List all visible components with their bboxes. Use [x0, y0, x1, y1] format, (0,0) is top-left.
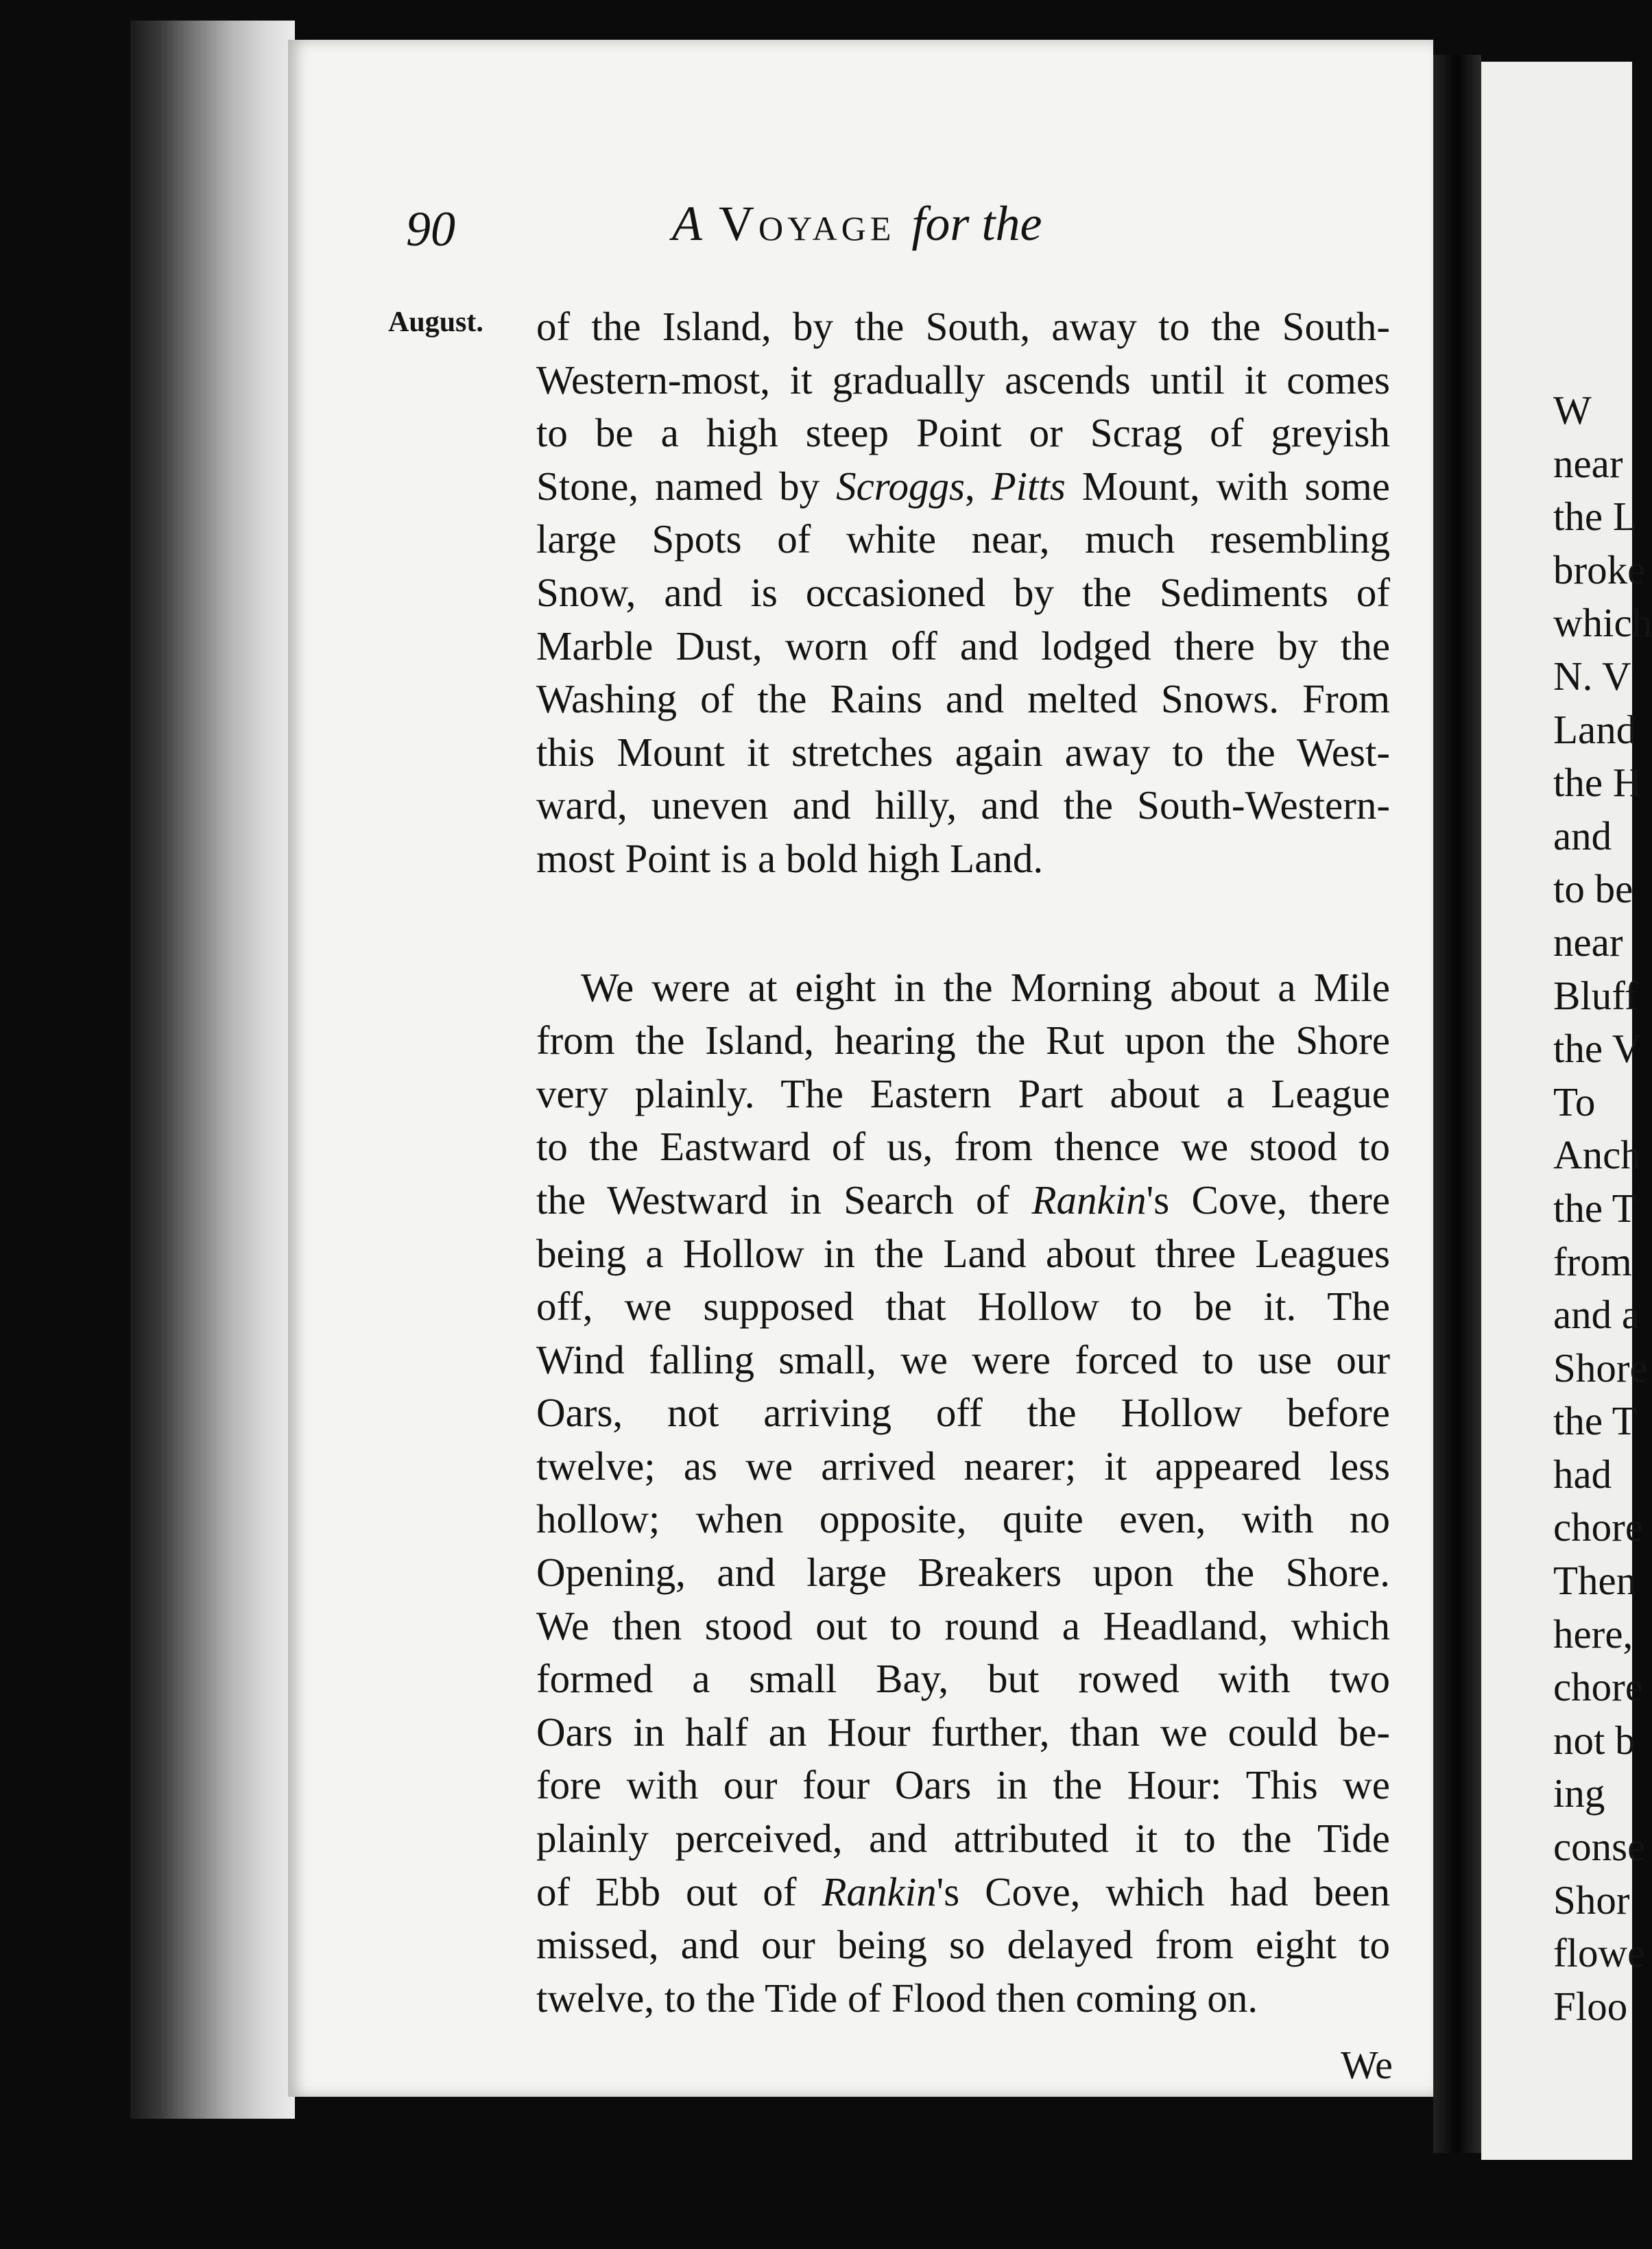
place-name-pitts: Pitts — [991, 463, 1066, 509]
right-page-line-fragment: had — [1553, 1451, 1612, 1497]
text-line — [536, 460, 1390, 514]
right-page-line-fragment: chore — [1553, 1664, 1644, 1710]
text-line: Oars in half an Hour further, than we could be- — [536, 1709, 1390, 1755]
right-page-line-fragment: N. V — [1553, 653, 1631, 699]
person-name-rankin: Rankin — [1031, 1177, 1147, 1223]
page-number: 90 — [406, 202, 455, 256]
text-line: being a Hollow in the Land about three Leagues — [536, 1230, 1390, 1276]
right-page-line-fragment: Bluff — [1553, 972, 1638, 1018]
right-page-line-fragment: which — [1553, 600, 1652, 646]
text-line — [536, 1174, 1390, 1227]
right-page-line-fragment: To — [1553, 1079, 1596, 1124]
right-page-line-fragment: the L — [1553, 494, 1638, 540]
left-page — [288, 40, 1433, 2097]
right-page-line-fragment: the V — [1553, 1026, 1642, 1072]
right-page-edge — [1481, 62, 1652, 2160]
page-gutter — [1433, 55, 1481, 2153]
right-page-line-fragment: the H — [1553, 760, 1642, 806]
text-line: Washing of the Rains and melted Snows. From — [536, 676, 1390, 722]
text-line: to the Eastward of us, from thence we stood to — [536, 1124, 1390, 1170]
right-page-line-fragment: the T — [1553, 1398, 1637, 1444]
right-page-line-fragment: Shor — [1553, 1877, 1630, 1923]
right-page-line-fragment: and a — [1553, 1292, 1640, 1338]
right-page-line-fragment: here, — [1553, 1611, 1633, 1657]
body-text — [536, 300, 1390, 2025]
text-line: Snow, and is occasioned by the Sediments of — [536, 569, 1390, 615]
margin-note-date: August. — [388, 306, 483, 338]
text-line: Oars, not arriving off the Hollow before — [536, 1390, 1390, 1436]
right-page-line-fragment: ing — [1553, 1770, 1605, 1816]
right-page-line-fragment: near — [1553, 919, 1623, 965]
text-line: We were at eight in the Morning about a Mile — [581, 964, 1390, 1010]
right-page-line-fragment: flowe — [1553, 1930, 1646, 1976]
text-line: most Point is a bold high Land. — [536, 835, 1044, 881]
text-line: twelve, to the Tide of Flood then coming on. — [536, 1975, 1258, 2021]
text-line: Wind falling small, we were forced to use our — [536, 1336, 1390, 1382]
text-line: Marble Dust, worn off and lodged there by the — [536, 623, 1390, 669]
right-page-line-fragment: to be — [1553, 866, 1633, 912]
text-line: Opening, and large Breakers upon the Shore. — [536, 1550, 1390, 1596]
text-line: to be a high steep Point or Scrag of greyish — [536, 410, 1390, 456]
person-name-scroggs: Scroggs — [836, 463, 965, 509]
right-page-line-fragment: W — [1553, 387, 1592, 433]
right-page-line-fragment: conse — [1553, 1824, 1646, 1870]
book-spine-edge — [130, 21, 295, 2119]
running-title-a: A — [672, 196, 702, 251]
text-line: ward, uneven and hilly, and the South-Western- — [536, 782, 1390, 828]
right-page-line-fragment: the T — [1553, 1185, 1637, 1231]
text-run: 's Cove, which had been — [936, 1868, 1390, 1914]
running-title-voyage: Voyage — [718, 196, 896, 251]
right-page-line-fragment: Shore — [1553, 1345, 1648, 1391]
text-line: large Spots of white near, much resembling — [536, 516, 1390, 562]
text-line: from the Island, hearing the Rut upon the Shore — [536, 1018, 1390, 1063]
right-page-line-fragment: Floo — [1553, 1983, 1628, 2029]
right-page-line-fragment: broke — [1553, 546, 1646, 592]
running-title-rest: for the — [911, 196, 1042, 251]
text-line: We then stood out to round a Headland, which — [536, 1602, 1390, 1648]
catchword: We — [1341, 2043, 1393, 2087]
text-line: formed a small Bay, but rowed with two — [536, 1656, 1390, 1702]
text-line: off, we supposed that Hollow to be it. The — [536, 1284, 1390, 1330]
right-page-line-fragment: not b — [1553, 1717, 1636, 1763]
text-line: of the Island, by the South, away to the South- — [536, 304, 1390, 349]
text-line: missed, and our being so delayed from eight to — [536, 1922, 1390, 1968]
right-page-line-fragment: chore — [1553, 1504, 1644, 1550]
person-name-rankin: Rankin — [822, 1868, 937, 1914]
right-page-line-fragment: from — [1553, 1238, 1632, 1284]
running-title — [672, 195, 1042, 252]
right-page-line-fragment: Anch — [1553, 1132, 1641, 1178]
text-line: plainly perceived, and attributed it to the Tide — [536, 1816, 1390, 1862]
text-run: 's Cove, there — [1146, 1177, 1390, 1223]
text-line: twelve; as we arrived nearer; it appeared less — [536, 1443, 1390, 1489]
text-line: very plainly. The Eastern Part about a League — [536, 1070, 1390, 1116]
text-line — [536, 1866, 1390, 1919]
text-line: Western-most, it gradually ascends until it comes — [536, 357, 1390, 402]
right-page-line-fragment: and — [1553, 813, 1612, 858]
text-line: fore with our four Oars in the Hour: This we — [536, 1762, 1390, 1808]
text-run: , — [964, 463, 992, 509]
text-run: Stone, named by — [536, 463, 837, 509]
running-head — [288, 194, 1433, 269]
text-line: hollow; when opposite, quite even, with no — [536, 1496, 1390, 1542]
text-run: the Westward in Search of — [536, 1177, 1032, 1223]
text-line: this Mount it stretches again away to the West- — [536, 729, 1390, 775]
right-page-line-fragment: Land — [1553, 706, 1637, 752]
right-page-line-fragment: Then — [1553, 1558, 1637, 1604]
text-run: Mount, with some — [1065, 463, 1390, 509]
right-page-text — [1553, 384, 1652, 2033]
right-page-line-fragment: near — [1553, 440, 1623, 486]
paragraph-gap — [536, 886, 1390, 961]
text-run: of Ebb out of — [536, 1868, 822, 1914]
